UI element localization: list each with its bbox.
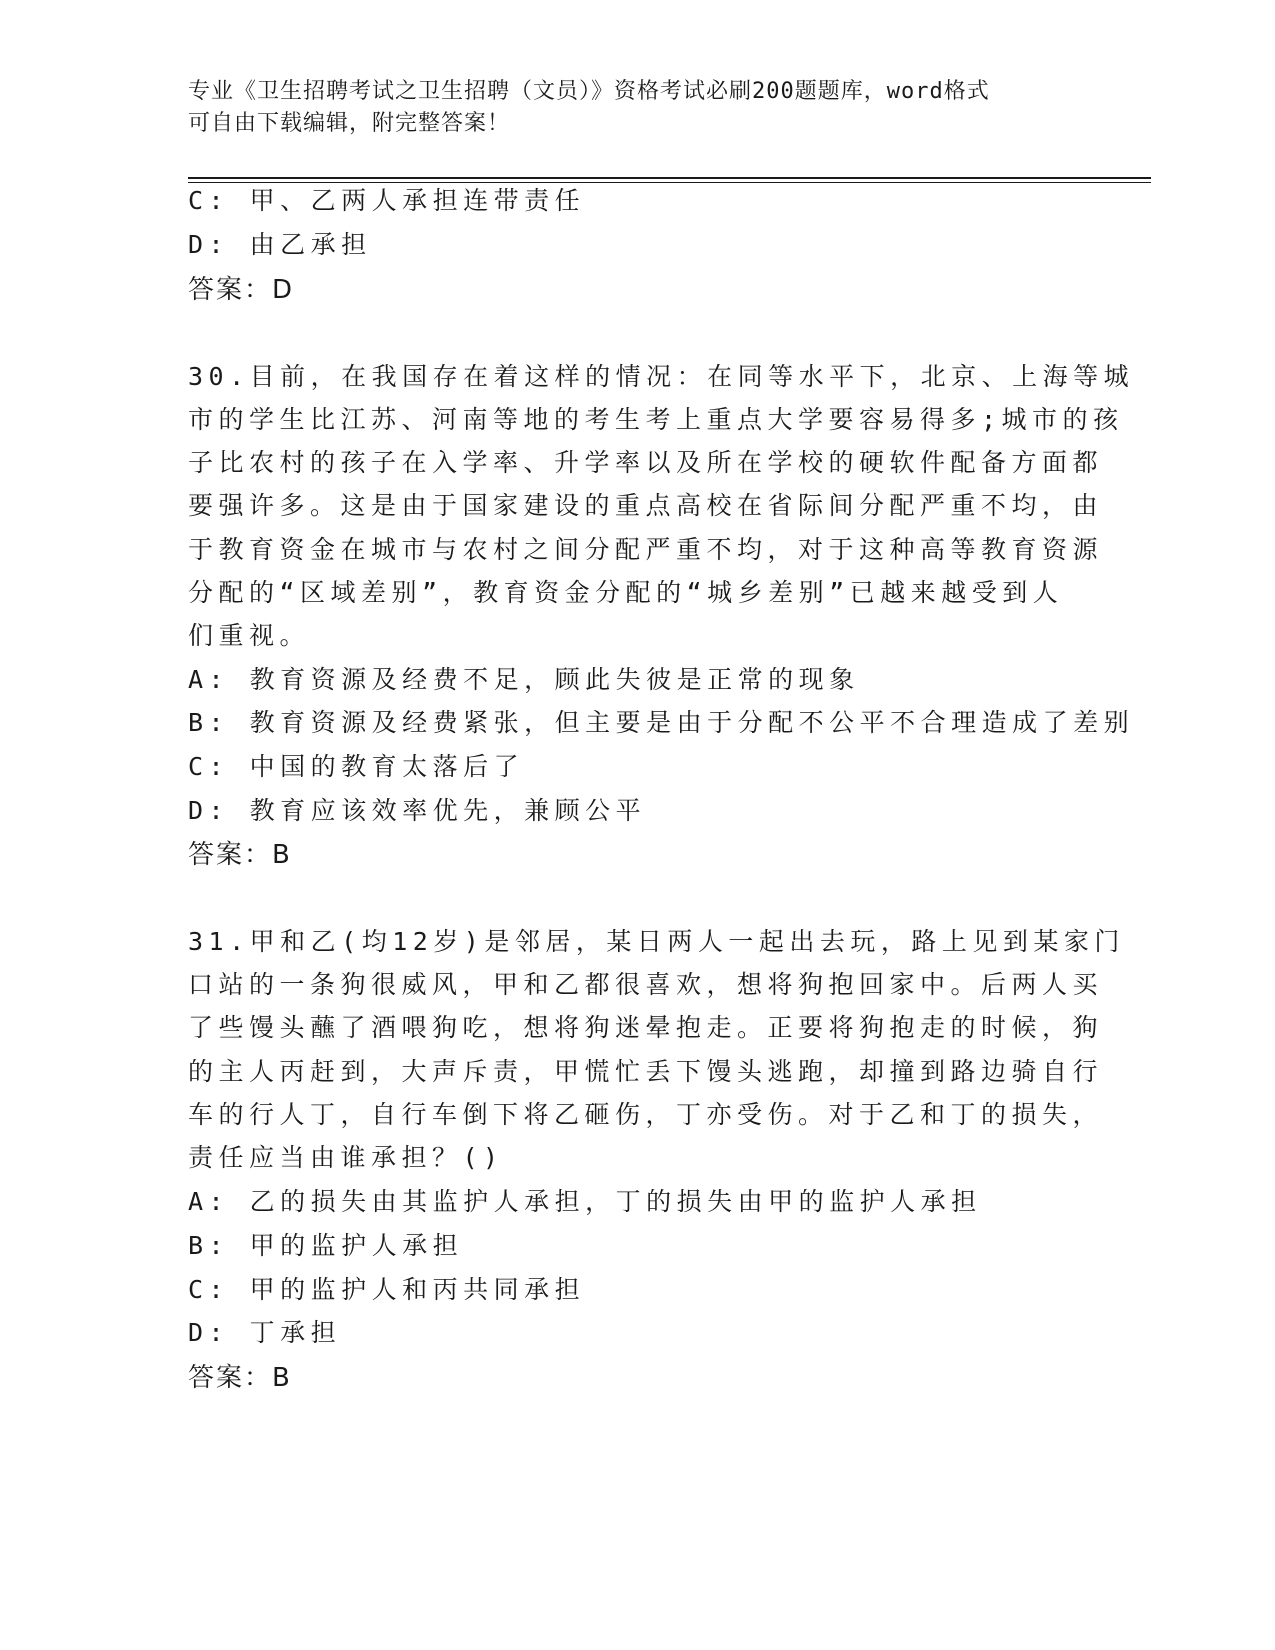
q31-stem-line: 了些馒头蘸了酒喂狗吃，想将狗迷晕抱走。正要将狗抱走的时候，狗 bbox=[188, 1013, 1104, 1042]
q30-answer: 答案：B bbox=[188, 840, 292, 870]
q31-stem-line: 31.甲和乙(均12岁)是邻居，某日两人一起出去玩，路上见到某家门 bbox=[188, 927, 1125, 956]
q29-option-d: D: 由乙承担 bbox=[188, 230, 372, 259]
q31-answer: 答案：B bbox=[188, 1363, 292, 1393]
q30-stem-line: 30.目前，在我国存在着这样的情况：在同等水平下，北京、上海等城 bbox=[188, 362, 1135, 391]
q30-stem-line: 于教育资金在城市与农村之间分配严重不均，对于这种高等教育资源 bbox=[188, 535, 1104, 564]
q31-stem-line: 车的行人丁，自行车倒下将乙砸伤，丁亦受伤。对于乙和丁的损失， bbox=[188, 1100, 1104, 1129]
q30-stem-line: 要强许多。这是由于国家建设的重点高校在省际间分配严重不均，由 bbox=[188, 491, 1104, 520]
q30-option-b: B: 教育资源及经费紧张，但主要是由于分配不公平不合理造成了差别 bbox=[188, 708, 1135, 737]
q31-stem-line: 口站的一条狗很威风，甲和乙都很喜欢，想将狗抱回家中。后两人买 bbox=[188, 970, 1104, 999]
q30-option-a: A: 教育资源及经费不足，顾此失彼是正常的现象 bbox=[188, 665, 860, 694]
q29-option-c: C: 甲、乙两人承担连带责任 bbox=[188, 186, 586, 215]
q30-option-c: C: 中国的教育太落后了 bbox=[188, 752, 525, 781]
q29-answer: 答案：D bbox=[188, 275, 295, 305]
q31-stem-line: 的主人丙赶到，大声斥责，甲慌忙丢下馒头逃跑，却撞到路边骑自行 bbox=[188, 1057, 1104, 1086]
q31-option-b: B: 甲的监护人承担 bbox=[188, 1231, 464, 1260]
q31-option-d: D: 丁承担 bbox=[188, 1318, 342, 1347]
q31-option-c: C: 甲的监护人和丙共同承担 bbox=[188, 1275, 586, 1304]
q31-option-a: A: 乙的损失由其监护人承担，丁的损失由甲的监护人承担 bbox=[188, 1187, 982, 1216]
q30-stem-line: 分配的“区域差别”，教育资金分配的“城乡差别”已越来越受到人 bbox=[188, 578, 1064, 607]
q30-option-d: D: 教育应该效率优先，兼顾公平 bbox=[188, 796, 647, 825]
header-divider-thin bbox=[188, 182, 1151, 183]
header-title-line-1: 专业《卫生招聘考试之卫生招聘（文员）》资格考试必刷200题题库，word格式 bbox=[188, 79, 990, 104]
document-header bbox=[188, 76, 1078, 140]
header-title-line-2: 可自由下载编辑，附完整答案！ bbox=[188, 111, 511, 136]
q30-stem-line: 们重视。 bbox=[188, 621, 311, 650]
q30-stem-line: 子比农村的孩子在入学率、升学率以及所在学校的硬软件配备方面都 bbox=[188, 448, 1104, 477]
q30-stem-line: 市的学生比江苏、河南等地的考生考上重点大学要容易得多;城市的孩 bbox=[188, 405, 1124, 434]
header-divider-thick bbox=[188, 177, 1151, 179]
q31-stem-line: 责任应当由谁承担？() bbox=[188, 1143, 504, 1172]
